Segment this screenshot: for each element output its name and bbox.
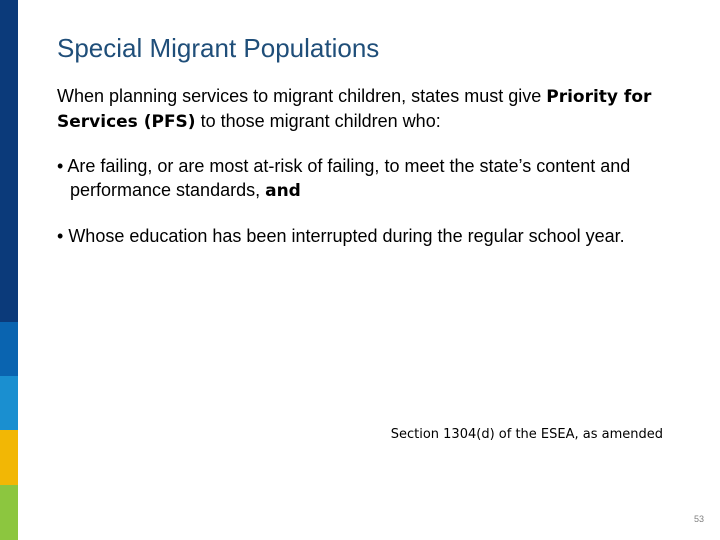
bar-segment-light-blue (0, 376, 18, 430)
bullet-bold-suffix: and (265, 181, 301, 201)
intro-text-part-1: When planning services to migrant children, states must give (57, 86, 547, 106)
bullet-text: Are failing, or are most at-risk of failing, to meet the state’s content and performance standards, (63, 156, 631, 200)
bar-segment-blue (0, 322, 18, 376)
slide-title: Special Migrant Populations (57, 33, 380, 63)
bar-segment-green (0, 485, 18, 540)
left-color-bar (0, 0, 18, 540)
intro-text-part-2: to those migrant children who: (195, 111, 441, 131)
bullet-text: Whose education has been interrupted during the regular school year. (63, 226, 625, 246)
bullet-item-2 (57, 224, 690, 248)
bullet-item-1 (57, 154, 690, 203)
page-number: 53 (693, 514, 704, 524)
bullet-marker: • (57, 226, 64, 246)
intro-paragraph (57, 84, 677, 134)
citation: Section 1304(d) of the ESEA, as amended (390, 427, 663, 442)
intro-bold-term: Priority for Services (PFS) (57, 87, 652, 132)
bar-segment-navy (0, 0, 18, 322)
bullet-marker: • (57, 156, 64, 176)
bar-segment-yellow (0, 430, 18, 485)
